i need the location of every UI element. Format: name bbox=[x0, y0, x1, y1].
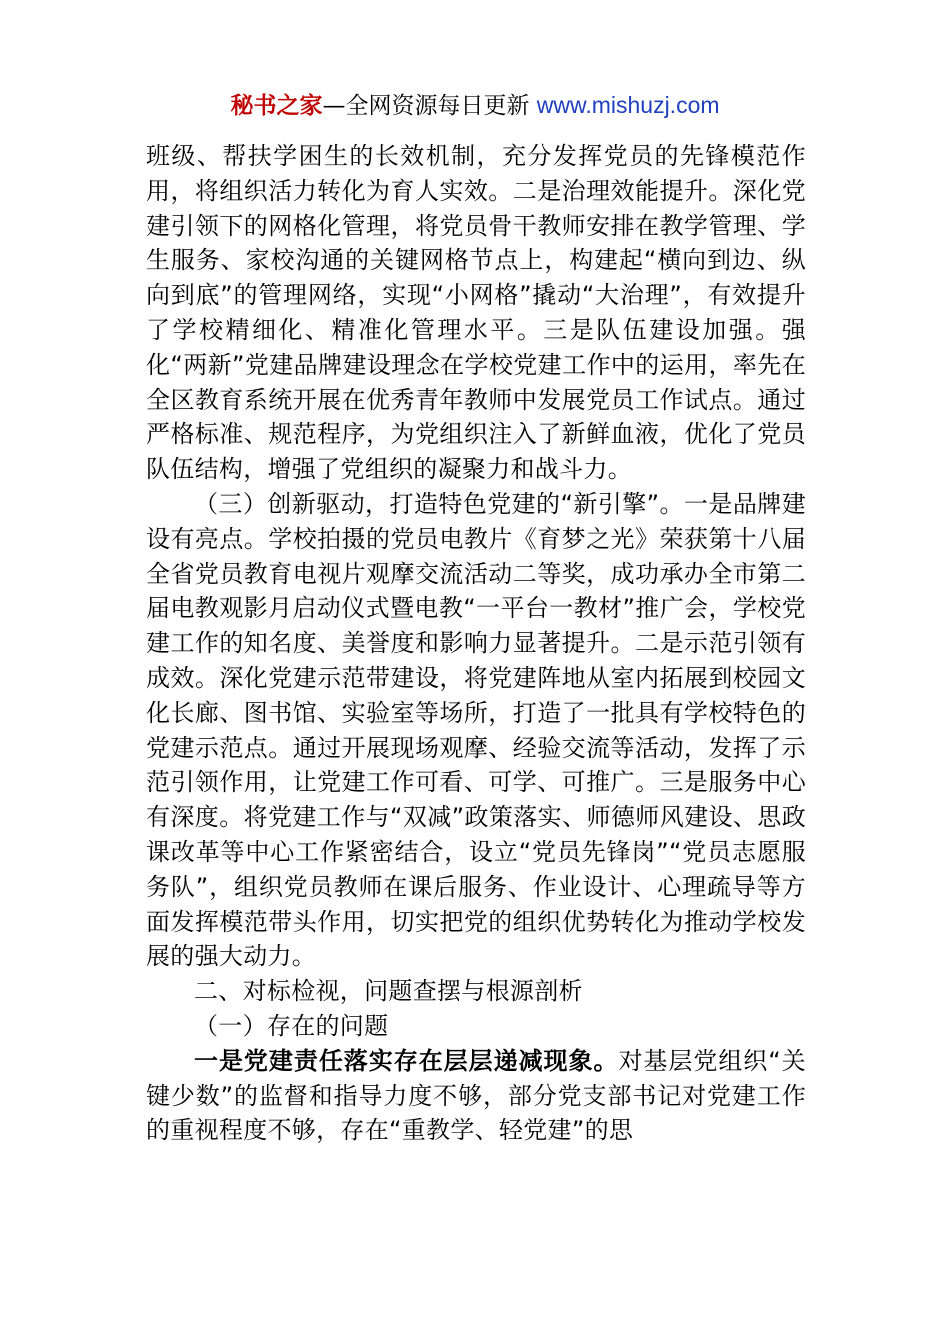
website-url: www.mishuzj.com bbox=[536, 92, 720, 118]
header-tagline: —全网资源每日更新 bbox=[322, 93, 537, 119]
document-body bbox=[146, 139, 806, 1148]
brand-name: 秘书之家 bbox=[230, 93, 323, 119]
paragraph-innovation: （三）创新驱动，打造特色党建的“新引擎”。一是品牌建设有亮点。学校拍摄的党员电教片《育梦之光》荣获第十八届全省党员教育电视片观摩交流活动二等奖，成功承办全市第二届电教观影月启动仪式暨电教“一平台一教材”推广会，学校党建工作的知名度、美誉度和影响力显著提升。二是示范引领有成效。深化党建示范带建设，将党建阵地从室内拓展到校园文化长廊、图书馆、实验室等场所，打造了一批具有学校特色的党建示范点。通过开展现场观摩、经验交流等活动，发挥了示范引领作用，让党建工作可看、可学、可推广。三是服务中心有深度。将党建工作与“双减”政策落实、师德师风建设、思政课改革等中心工作紧密结合，设立“党员先锋岗”“党员志愿服务队”，组织党员教师在课后服务、作业设计、心理疏导等方面发挥模范带头作用，切实把党的组织优势转化为推动学校发展的强大动力。 bbox=[146, 489, 806, 971]
problem-one-title: 一是党建责任落实存在层层递减现象。 bbox=[194, 1046, 619, 1075]
paragraph-problem-one bbox=[146, 1044, 806, 1148]
paragraph-continuation: 班级、帮扶学困生的长效机制，充分发挥党员的先锋模范作用，将组织活力转化为育人实效。二是治理效能提升。深化党建引领下的网格化管理，将党员骨干教师安排在教学管理、学生服务、家校沟通的关键网格节点上，构建起“横向到边、纵向到底”的管理网络，实现“小网格”撬动“大治理”，有效提升了学校精细化、精准化管理水平。三是队伍建设加强。强化“两新”党建品牌建设理念在学校党建工作中的运用，率先在全区教育系统开展在优秀青年教师中发展党员工作试点。通过严格标准、规范程序，为党组织注入了新鲜血液，优化了党员队伍结构，增强了党组织的凝聚力和战斗力。 bbox=[146, 142, 806, 484]
page-header bbox=[0, 88, 950, 123]
problem-one-text: 对基层党组织“关键少数”的监督和指导力度不够，部分党支部书记对党建工作的重视程度不够，存在“重教学、轻党建”的思 bbox=[146, 1046, 807, 1145]
section-heading: 二、对标检视，问题查摆与根源剖析 bbox=[194, 977, 583, 1006]
sub-heading: （一）存在的问题 bbox=[194, 1011, 389, 1040]
